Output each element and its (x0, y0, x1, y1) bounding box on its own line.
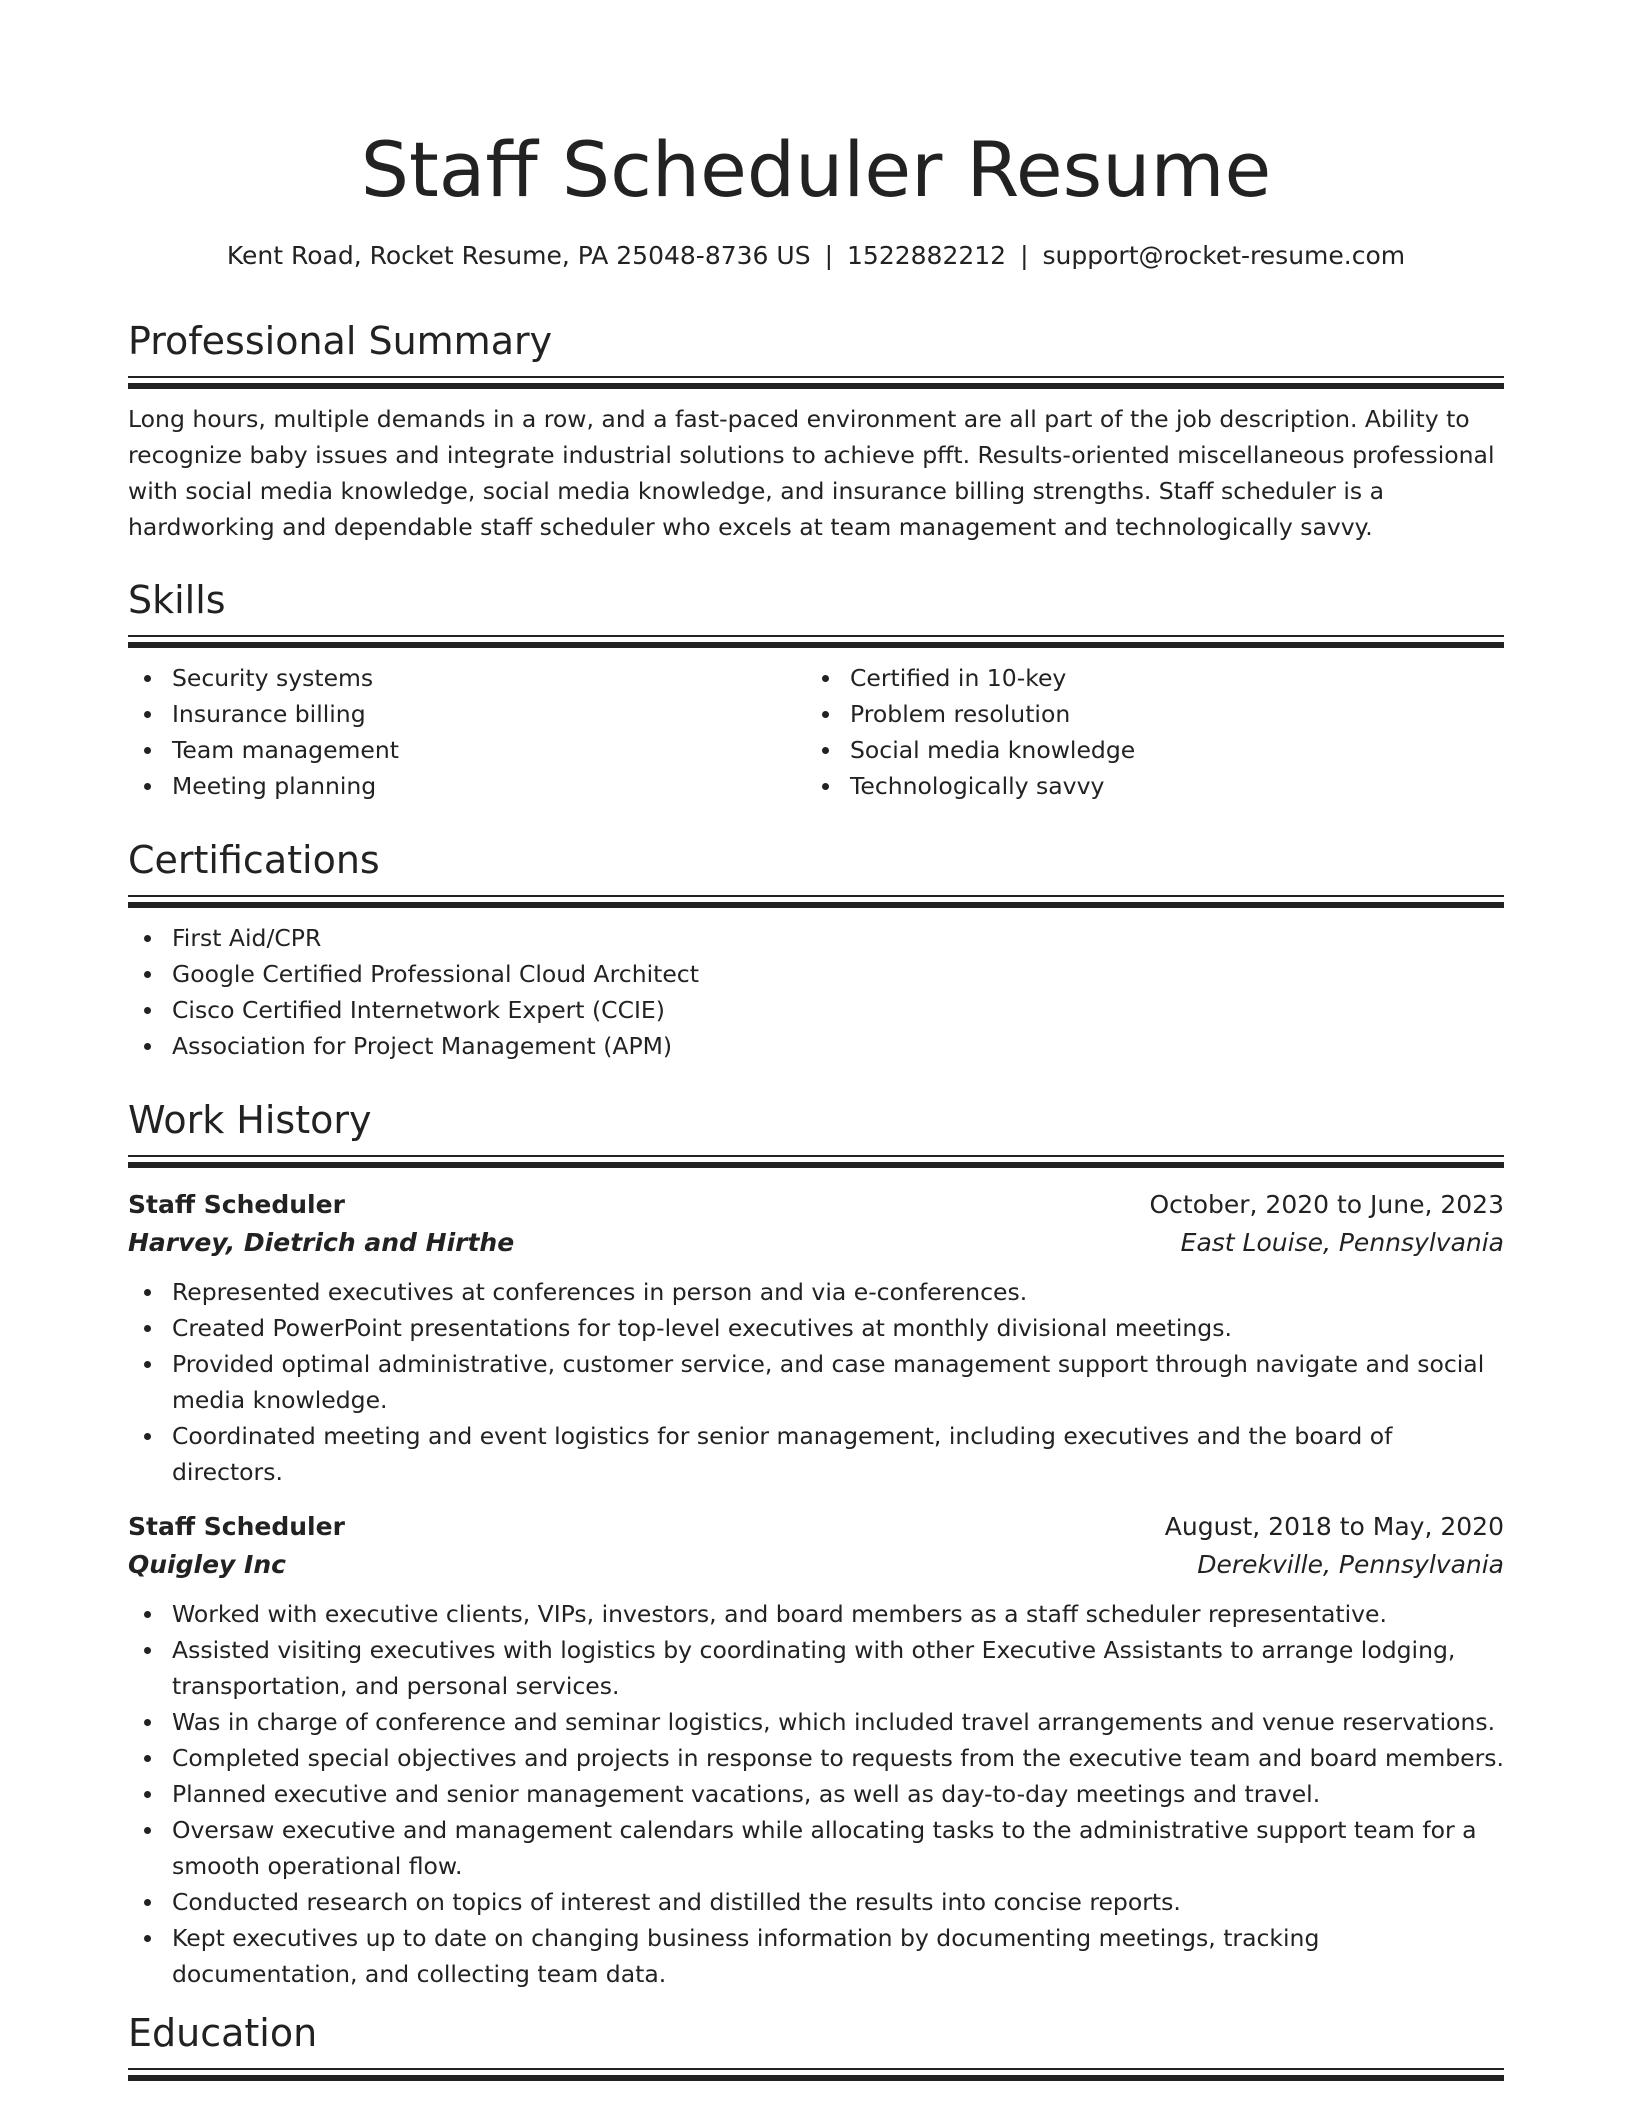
job-bullet: Coordinated meeting and event logistics for senior management, including executives and the board of directors. (172, 1418, 1504, 1490)
skill-item: Certified in 10-key (850, 660, 1484, 696)
job-company: Quigley Inc (128, 1550, 286, 1579)
summary-text: Long hours, multiple demands in a row, and a fast-paced environment are all part of the job description. Ability to recognize baby issues and integrate industrial solutions to achieve pfft. Results-oriented miscellaneous professional with social media knowledge, social media knowledge, and insurance billing strengths. Staff scheduler is a hardworking and dependable staff scheduler who excels at team management and technologically savvy. (128, 405, 1495, 541)
section-rule (128, 2068, 1504, 2070)
education-section (128, 2008, 1504, 2081)
skill-item: Team management (172, 732, 806, 768)
skill-item: Social media knowledge (850, 732, 1484, 768)
skills-column-left (128, 648, 806, 804)
section-rule (128, 376, 1504, 378)
job-bullet: Was in charge of conference and seminar logistics, which included travel arrangements and venue reservations. (172, 1704, 1504, 1740)
certification-item: Association for Project Management (APM) (172, 1028, 1504, 1064)
summary-section (128, 316, 1504, 545)
certification-item: First Aid/CPR (172, 920, 1504, 956)
job-bullet: Kept executives up to date on changing business information by documenting meetings, tracking documentation, and collecting team data. (172, 1920, 1504, 1992)
job-bullet: Represented executives at conferences in person and via e-conferences. (172, 1274, 1504, 1310)
job-bullet: Provided optimal administrative, customer service, and case management support through navigate and social media knowledge. (172, 1346, 1504, 1418)
skills-column-right (806, 648, 1484, 804)
contact-phone: 1522882212 (847, 241, 1007, 270)
job-bullet: Oversaw executive and management calendars while allocating tasks to the administrative support team for a smooth operational flow. (172, 1812, 1504, 1884)
skill-item: Insurance billing (172, 696, 806, 732)
section-rule (128, 635, 1504, 637)
job-entry (128, 1508, 1504, 1992)
resume-title: Staff Scheduler Resume (360, 125, 1272, 214)
contact-line (128, 238, 1504, 274)
skill-item: Meeting planning (172, 768, 806, 804)
certification-item: Cisco Certified Internetwork Expert (CCIE) (172, 992, 1504, 1028)
section-rule-thick (128, 383, 1504, 389)
job-location: East Louise, Pennsylvania (1180, 1228, 1504, 1257)
job-bullet: Conducted research on topics of interest and distilled the results into concise reports. (172, 1884, 1504, 1920)
section-rule-thick (128, 902, 1504, 908)
section-heading-skills: Skills (128, 578, 226, 622)
work-history-section (128, 1095, 1504, 1992)
job-bullet: Worked with executive clients, VIPs, investors, and board members as a staff scheduler representative. (172, 1596, 1504, 1632)
job-dates: August, 2018 to May, 2020 (1164, 1512, 1504, 1541)
skill-item: Problem resolution (850, 696, 1484, 732)
contact-separator: | (824, 241, 834, 270)
contact-email: support@rocket-resume.com (1042, 241, 1406, 270)
job-bullet: Planned executive and senior management vacations, as well as day-to-day meetings and travel. (172, 1776, 1504, 1812)
skill-item: Security systems (172, 660, 806, 696)
job-dates: October, 2020 to June, 2023 (1149, 1190, 1504, 1219)
section-heading-work-history: Work History (128, 1098, 372, 1142)
job-title: Staff Scheduler (128, 1190, 345, 1219)
job-bullet: Created PowerPoint presentations for top-level executives at monthly divisional meetings. (172, 1310, 1504, 1346)
certification-item: Google Certified Professional Cloud Architect (172, 956, 1504, 992)
job-company: Harvey, Dietrich and Hirthe (128, 1228, 515, 1257)
job-bullet: Assisted visiting executives with logistics by coordinating with other Executive Assistants to arrange lodging, transportation, and personal services. (172, 1632, 1504, 1704)
job-location: Derekville, Pennsylvania (1197, 1550, 1504, 1579)
contact-separator: | (1020, 241, 1029, 270)
job-entry (128, 1186, 1504, 1490)
skills-grid (128, 648, 1504, 804)
section-heading-summary: Professional Summary (128, 319, 553, 363)
job-title: Staff Scheduler (128, 1512, 345, 1541)
job-bullet: Completed special objectives and projects in response to requests from the executive team and board members. (172, 1740, 1504, 1776)
section-rule (128, 895, 1504, 897)
certifications-section (128, 835, 1504, 1064)
contact-address: Kent Road, Rocket Resume, PA 25048-8736 US (226, 241, 811, 270)
section-rule-thick (128, 1162, 1504, 1168)
skill-item: Technologically savvy (850, 768, 1484, 804)
section-rule (128, 1155, 1504, 1157)
skills-section (128, 575, 1504, 804)
section-heading-certifications: Certifications (128, 838, 380, 882)
section-rule-thick (128, 2075, 1504, 2081)
section-heading-education: Education (128, 2011, 318, 2055)
